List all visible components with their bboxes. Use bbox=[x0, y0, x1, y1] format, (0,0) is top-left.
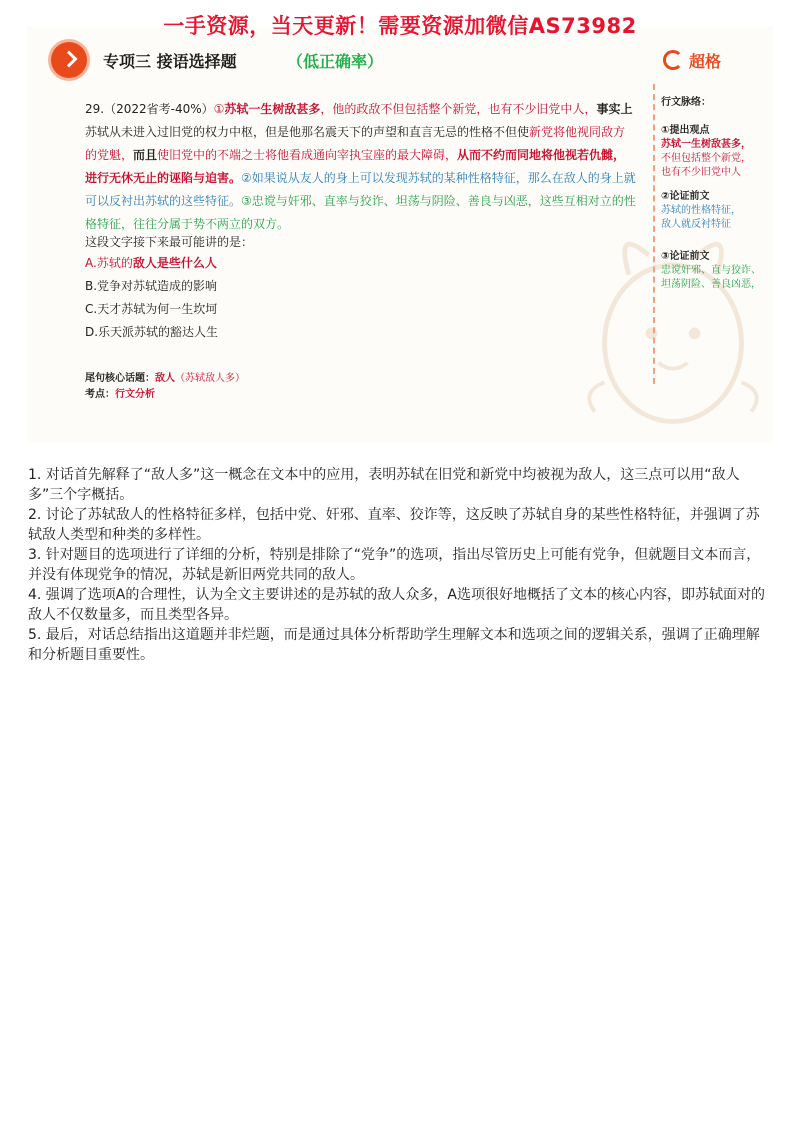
structure-point-1-line-1: 苏轼一生树敌甚多， bbox=[661, 139, 751, 150]
watermark-text: 一手资源，当天更新！需要资源加微信AS73982 bbox=[163, 14, 637, 38]
test-point-label: 考点： bbox=[85, 389, 115, 400]
arrow-right-icon bbox=[51, 42, 87, 78]
option-d: D.乐天派苏轼的豁达人生 bbox=[85, 325, 219, 339]
passage-lead-word: 事实上 bbox=[596, 102, 633, 116]
passage-highlight-1: 苏轼一生树敌甚多 bbox=[224, 102, 321, 116]
passage-sentence-2b: 新党将他视同敌方的党魁， bbox=[85, 125, 626, 162]
section-title: 专项三 接语选择题 bbox=[103, 52, 237, 71]
passage-sentence-4: 忠谠与奸邪、直率与狡诈、坦荡与阴险、善良与凶恶，这些互相对立的性格特征，往往分属于势不两立的双方。 bbox=[85, 194, 636, 231]
structure-point-1-line-2: 不但包括整个新党， bbox=[661, 153, 751, 164]
structure-point-2-title: ②论证前文 bbox=[661, 191, 710, 202]
structure-point-1-line-3: 也有不少旧党中人 bbox=[661, 167, 741, 178]
note-item: 3. 针对题目的选项进行了详细的分析，特别是排除了“党争”的选项，指出尽管历史上可能有党争，但就题目文本而言，并没有体现党争的情况，苏轼是新旧两党共同的敌人。 bbox=[28, 547, 761, 583]
question-passage bbox=[85, 98, 637, 236]
test-point-value: 行文分析 bbox=[115, 389, 155, 400]
structure-point-3-line-1: 忠谠奸邪、直与狡诈、 bbox=[661, 265, 761, 276]
option-a bbox=[85, 252, 218, 275]
answer-options bbox=[85, 252, 218, 344]
note-item: 4. 强调了选项A的合理性，认为全文主要讲述的是苏轼的敌人众多，A选项很好地概括了文本的核心内容，即苏轼面对的敌人不仅数量多，而且类型各异。 bbox=[28, 587, 765, 623]
passage-sentence-2a: 苏轼从未进入过旧党的权力中枢，但是他那名震天下的声望和直言无忌的性格不但使 bbox=[85, 125, 530, 139]
sentence-marker-2: ② bbox=[241, 171, 252, 185]
question-number: 29.（2022省考-40%） bbox=[85, 102, 214, 116]
question-prompt: 这段文字接下来最可能讲的是： bbox=[85, 235, 254, 249]
option-b: B.党争对苏轼造成的影响 bbox=[85, 279, 218, 293]
option-a-prefix: A.苏轼的 bbox=[85, 256, 133, 270]
passage-sentence-1: ，他的政敌不但包括整个新党，也有不少旧党中人， bbox=[320, 102, 597, 116]
brand-logo bbox=[663, 49, 721, 72]
option-c: C.天才苏轼为何一生坎坷 bbox=[85, 302, 218, 316]
slide-header bbox=[27, 40, 773, 80]
passage-sentence-2e: 从而不约而同地将他视若仇雠，进行无休无止的诬陷与迫害。 bbox=[85, 148, 626, 185]
structure-point-2-line-2: 敌人就反衬特征 bbox=[661, 219, 731, 230]
option-a-key: 敌人是些什么人 bbox=[132, 256, 217, 270]
structure-panel bbox=[661, 96, 769, 292]
structure-point-3-line-2: 坦荡阴险、善良凶恶， bbox=[661, 279, 761, 290]
structure-point-1-title: ①提出观点 bbox=[661, 125, 710, 136]
structure-point-3-title: ③论证前文 bbox=[661, 251, 710, 262]
note-item: 5. 最后，对话总结指出这道题并非烂题，而是通过具体分析帮助学生理解文本和选项之间的逻辑关系，强调了正确理解和分析题目重要性。 bbox=[28, 627, 760, 663]
core-topic-value: 敌人 bbox=[155, 373, 175, 384]
core-topic-label: 尾句核心话题： bbox=[85, 373, 155, 384]
passage-conjunction: 而且 bbox=[133, 148, 158, 162]
discussion-notes bbox=[28, 465, 766, 665]
core-topic-note: （苏轼敌人多） bbox=[175, 373, 245, 384]
note-item: 1. 对话首先解释了“敌人多”这一概念在文本中的应用，表明苏轼在旧党和新党中均被视为敌人，这三点可以用“敌人多”三个字概括。 bbox=[28, 467, 740, 503]
structure-heading: 行文脉络： bbox=[661, 97, 711, 108]
brand-g-icon bbox=[663, 50, 683, 70]
section-tag: （低正确率） bbox=[287, 52, 384, 71]
passage-sentence-2d: 使旧党中的不端之士将他看成通向宰执宝座的最大障碍， bbox=[157, 148, 458, 162]
note-item: 2. 讨论了苏轼敌人的性格特征多样，包括中党、奸邪、直率、狡诈等，这反映了苏轼自身的某些性格特征，并强调了苏轼敌人类型和种类的多样性。 bbox=[28, 507, 760, 543]
passage-sentence-3: 如果说从友人的身上可以发现苏轼的某种性格特征，那么在敌人的身上就可以反衬出苏轼的这些特征。 bbox=[85, 171, 636, 208]
sentence-marker-1: ① bbox=[213, 102, 225, 116]
brand-name: 超格 bbox=[689, 52, 722, 71]
column-divider bbox=[653, 84, 655, 384]
sentence-marker-3: ③ bbox=[241, 194, 252, 208]
test-point-line bbox=[85, 387, 245, 403]
lesson-slide bbox=[27, 26, 773, 443]
core-topic-line bbox=[85, 371, 245, 387]
analysis-summary bbox=[85, 371, 245, 403]
structure-point-2-line-1: 苏轼的性格特征， bbox=[661, 205, 741, 216]
